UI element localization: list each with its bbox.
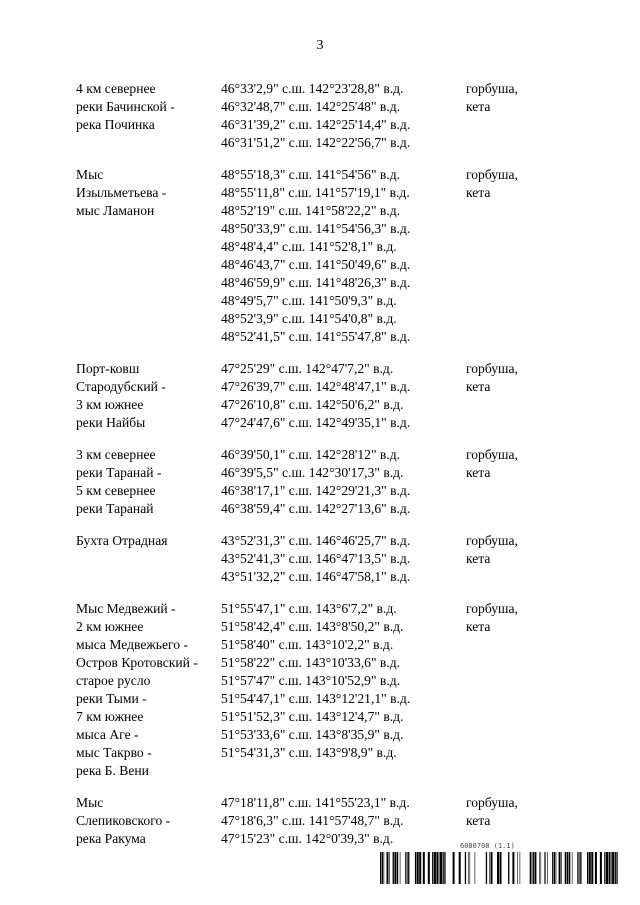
coordinate-line: 47°26'10,8" с.ш. 142°50'6,2" в.д.	[221, 397, 404, 412]
species-line: горбуша,	[466, 533, 518, 548]
place-cell	[76, 166, 221, 220]
coordinate-line: 51°58'40" с.ш. 143°10'2,2" в.д.	[221, 637, 394, 652]
place-cell	[76, 532, 221, 550]
place-line: Стародубский -	[76, 379, 166, 394]
coordinate-line: 51°58'22" с.ш. 143°10'33,6" в.д.	[221, 655, 401, 670]
place-line: река Б. Вени	[76, 763, 149, 778]
species-line: горбуша,	[466, 167, 518, 182]
place-line: Мыс	[76, 795, 104, 810]
coordinate-line: 46°39'50,1" с.ш. 142°28'12" в.д.	[221, 447, 401, 462]
place-line: мыса Аге -	[76, 727, 139, 742]
place-line: 7 км южнее	[76, 709, 144, 724]
species-cell	[466, 166, 566, 202]
coords-cell	[221, 80, 461, 152]
coordinate-line: 51°54'47,1" с.ш. 143°12'21,1" в.д.	[221, 691, 411, 706]
species-cell	[466, 446, 566, 482]
place-line: реки Бачинской -	[76, 99, 175, 114]
place-line: Остров Кротовский -	[76, 655, 198, 670]
place-line: реки Найбы	[76, 415, 146, 430]
species-line: кета	[466, 619, 491, 634]
coordinate-line: 48°50'33,9" с.ш. 141°54'56,3" в.д.	[221, 221, 411, 236]
coordinate-line: 46°31'39,2" с.ш. 142°25'14,4" в.д.	[221, 117, 411, 132]
area-row	[0, 360, 640, 446]
coordinate-line: 48°46'59,9" с.ш. 141°48'26,3" в.д.	[221, 275, 411, 290]
place-line: Мыс Медвежий -	[76, 601, 176, 616]
coordinate-line: 48°49'5,7" с.ш. 141°50'9,3" в.д.	[221, 293, 397, 308]
coordinate-line: 46°38'59,4" с.ш. 142°27'13,6" в.д.	[221, 501, 411, 516]
place-line: Мыс	[76, 167, 104, 182]
area-row	[0, 166, 640, 360]
area-row	[0, 794, 640, 854]
coordinate-line: 47°18'6,3" с.ш. 141°57'48,7" в.д.	[221, 813, 404, 828]
species-line: горбуша,	[466, 361, 518, 376]
place-line: реки Тыми -	[76, 691, 147, 706]
coordinate-line: 46°38'17,1" с.ш. 142°29'21,3" в.д.	[221, 483, 411, 498]
species-line: кета	[466, 185, 491, 200]
coordinate-line: 48°48'4,4" с.ш. 141°52'8,1" в.д.	[221, 239, 397, 254]
coordinate-line: 46°31'51,2" с.ш. 142°22'56,7" в.д.	[221, 135, 411, 150]
coordinate-line: 47°15'23" с.ш. 142°0'39,3" в.д.	[221, 831, 394, 846]
species-cell	[466, 600, 566, 636]
coordinate-line: 47°26'39,7" с.ш. 142°48'47,1" в.д.	[221, 379, 411, 394]
coordinate-line: 48°46'43,7" с.ш. 141°50'49,6" в.д.	[221, 257, 411, 272]
coordinate-line: 48°55'18,3" с.ш. 141°54'56" в.д.	[221, 167, 401, 182]
coordinate-line: 47°25'29" с.ш. 142°47'7,2" в.д.	[221, 361, 394, 376]
place-line: 5 км севернее	[76, 483, 156, 498]
coords-cell	[221, 600, 461, 762]
place-line: 3 км севернее	[76, 447, 156, 462]
coordinate-line: 43°51'32,2" с.ш. 146°47'58,1" в.д.	[221, 569, 411, 584]
place-line: реки Таранай -	[76, 465, 162, 480]
species-line: кета	[466, 551, 491, 566]
place-line: Слепиковского -	[76, 813, 171, 828]
coordinate-line: 43°52'31,3" с.ш. 146°46'25,7" в.д.	[221, 533, 411, 548]
species-cell	[466, 794, 566, 830]
coordinate-line: 48°52'3,9" с.ш. 141°54'0,8" в.д.	[221, 311, 397, 326]
coordinate-line: 51°58'42,4" с.ш. 143°8'50,2" в.д.	[221, 619, 404, 634]
species-line: горбуша,	[466, 81, 518, 96]
document-code: 6080708 (1.1)	[460, 842, 515, 850]
coordinate-line: 46°32'48,7" с.ш. 142°25'48" в.д.	[221, 99, 401, 114]
place-line: старое русло	[76, 673, 151, 688]
coordinate-line: 51°57'47" с.ш. 143°10'52,9" в.д.	[221, 673, 401, 688]
place-line: 3 км южнее	[76, 397, 144, 412]
area-row	[0, 80, 640, 166]
coordinate-line: 47°24'47,6" с.ш. 142°49'35,1" в.д.	[221, 415, 411, 430]
place-line: мыс Такрво -	[76, 745, 152, 760]
place-cell	[76, 794, 221, 848]
species-line: кета	[466, 813, 491, 828]
coords-cell	[221, 360, 461, 432]
place-line: 4 км севернее	[76, 81, 156, 96]
species-line: кета	[466, 379, 491, 394]
species-cell	[466, 80, 566, 116]
area-row	[0, 600, 640, 794]
species-line: горбуша,	[466, 795, 518, 810]
place-cell	[76, 446, 221, 518]
place-cell	[76, 360, 221, 432]
species-line: кета	[466, 465, 491, 480]
coords-cell	[221, 166, 461, 346]
place-line: мыса Медвежьего -	[76, 637, 189, 652]
fishing-areas-table	[0, 80, 640, 854]
coordinate-line: 51°53'33,6" с.ш. 143°8'35,9" в.д.	[221, 727, 404, 742]
species-cell	[466, 532, 566, 568]
coordinate-line: 46°39'5,5" с.ш. 142°30'17,3" в.д.	[221, 465, 404, 480]
coordinate-line: 51°54'31,3" с.ш. 143°9'8,9" в.д.	[221, 745, 397, 760]
species-cell	[466, 360, 566, 396]
place-line: мыс Ламанон	[76, 203, 155, 218]
coordinate-line: 47°18'11,8" с.ш. 141°55'23,1" в.д.	[221, 795, 410, 810]
place-line: реки Таранай	[76, 501, 154, 516]
coords-cell	[221, 446, 461, 518]
place-cell	[76, 600, 221, 780]
place-line: река Ракума	[76, 831, 146, 846]
coordinate-line: 48°55'11,8" с.ш. 141°57'19,1" в.д.	[221, 185, 410, 200]
area-row	[0, 446, 640, 532]
species-line: горбуша,	[466, 601, 518, 616]
coordinate-line: 46°33'2,9" с.ш. 142°23'28,8" в.д.	[221, 81, 404, 96]
species-line: горбуша,	[466, 447, 518, 462]
coordinate-line: 48°52'41,5" с.ш. 141°55'47,8" в.д.	[221, 329, 411, 344]
coordinate-line: 43°52'41,3" с.ш. 146°47'13,5" в.д.	[221, 551, 411, 566]
place-line: Бухта Отрадная	[76, 533, 168, 548]
place-line: Изыльметьева -	[76, 185, 167, 200]
place-line: 2 км южнее	[76, 619, 144, 634]
place-line: река Починка	[76, 117, 155, 132]
coordinate-line: 48°52'19" с.ш. 141°58'22,2" в.д.	[221, 203, 401, 218]
place-line: Порт-ковш	[76, 361, 140, 376]
area-row	[0, 532, 640, 600]
coords-cell	[221, 794, 461, 848]
barcode	[380, 852, 620, 884]
coordinate-line: 51°55'47,1" с.ш. 143°6'7,2" в.д.	[221, 601, 397, 616]
page-number: 3	[316, 38, 324, 53]
coords-cell	[221, 532, 461, 586]
coordinate-line: 51°51'52,3" с.ш. 143°12'4,7" в.д.	[221, 709, 404, 724]
species-line: кета	[466, 99, 491, 114]
place-cell	[76, 80, 221, 134]
